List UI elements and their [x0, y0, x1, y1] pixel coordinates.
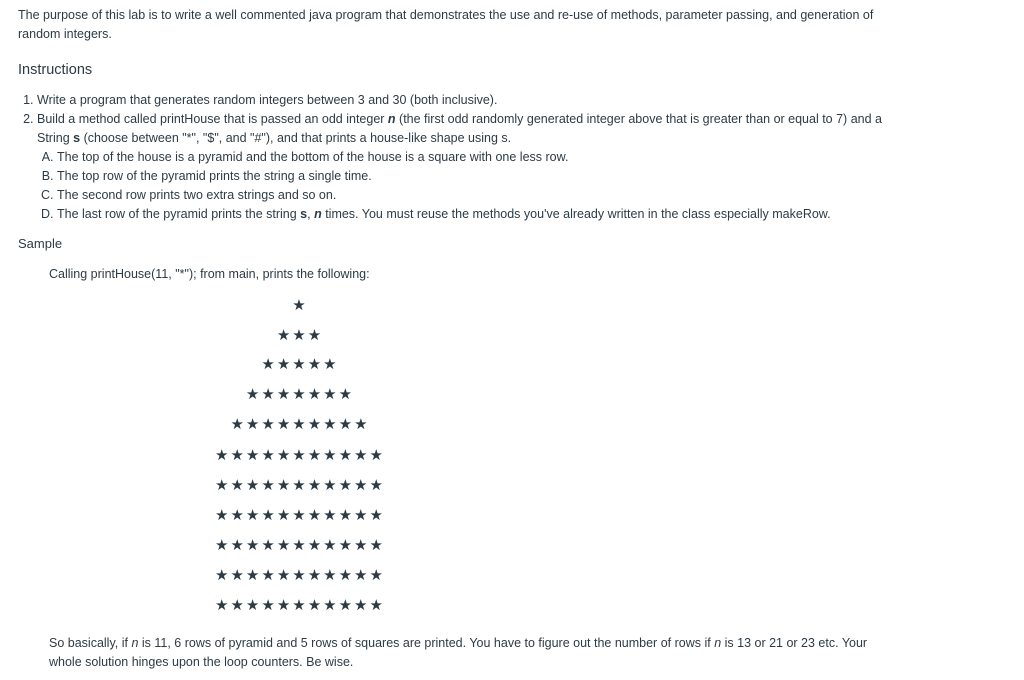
instructions-list — [0, 91, 897, 224]
house-row-7: ★★★★★★★★★★★ — [215, 476, 385, 494]
house-row-6: ★★★★★★★★★★★ — [215, 446, 385, 464]
sub-step-d-sep: , — [307, 207, 315, 221]
sample-label: Sample — [18, 236, 63, 251]
house-row-10: ★★★★★★★★★★★ — [215, 566, 385, 584]
house-row-5: ★★★★★★★★★ — [230, 415, 370, 433]
house-row-1: ★ — [292, 296, 308, 314]
house-row-4: ★★★★★★★ — [245, 385, 355, 403]
house-row-11: ★★★★★★★★★★★ — [215, 596, 385, 614]
sub-step-d-n: n — [314, 207, 322, 221]
house-row-2: ★★★ — [276, 326, 324, 344]
closing-paragraph — [49, 634, 889, 672]
sub-step-b: B. The top row of the pyramid prints the string a single time. — [57, 167, 897, 186]
sub-step-c: C. The second row prints two extra strings and so on. — [57, 186, 897, 205]
closing-n-1: n — [131, 636, 139, 650]
house-row-8: ★★★★★★★★★★★ — [215, 506, 385, 524]
step-2-sublist — [37, 148, 897, 224]
step-2-text-1: Build a method called printHouse that is passed an odd integer — [37, 112, 388, 126]
sub-step-d-text-2: times. You must reuse the methods you've already written in the class especially makeRow. — [321, 207, 831, 221]
house-row-3: ★★★★★ — [261, 355, 339, 373]
sub-step-d-text-1: The last row of the pyramid prints the string — [57, 207, 301, 221]
intro-paragraph: The purpose of this lab is to write a well commented java program that demonstrates the use and re-use of methods, parameter passing, and generation of random integers. — [18, 8, 874, 41]
closing-text-2: is 11, 6 rows of pyramid and 5 rows of squares are printed. You have to figure out the number of rows if — [138, 636, 715, 650]
sub-step-d-s: s — [300, 207, 308, 221]
step-2-n: n — [387, 112, 396, 126]
step-2-s: s — [73, 131, 81, 145]
closing-text-3: is 13 or 21 or 23 etc. Your whole solution hinges upon the loop counters. Be wise. — [49, 636, 868, 669]
instructions-heading: Instructions — [18, 62, 93, 78]
step-2-text-3: (choose between "*", "$", and "#"), and that prints a house-like shape using s. — [80, 131, 512, 145]
closing-n-2: n — [714, 636, 722, 650]
step-1: 1. Write a program that generates random integers between 3 and 30 (both inclusive). — [37, 91, 897, 110]
house-row-9: ★★★★★★★★★★★ — [215, 536, 385, 554]
step-2 — [37, 110, 897, 224]
sub-step-d — [57, 205, 897, 224]
step-2-text-2: (the first odd randomly generated integer above that is greater than or equal to 7) and a String — [37, 112, 882, 145]
sub-step-a: A. The top of the house is a pyramid and the bottom of the house is a square with one less row. — [57, 148, 897, 167]
sample-call-line: Calling printHouse(11, "*"); from main, prints the following: — [49, 267, 370, 281]
closing-text-1: So basically, if — [49, 636, 132, 650]
